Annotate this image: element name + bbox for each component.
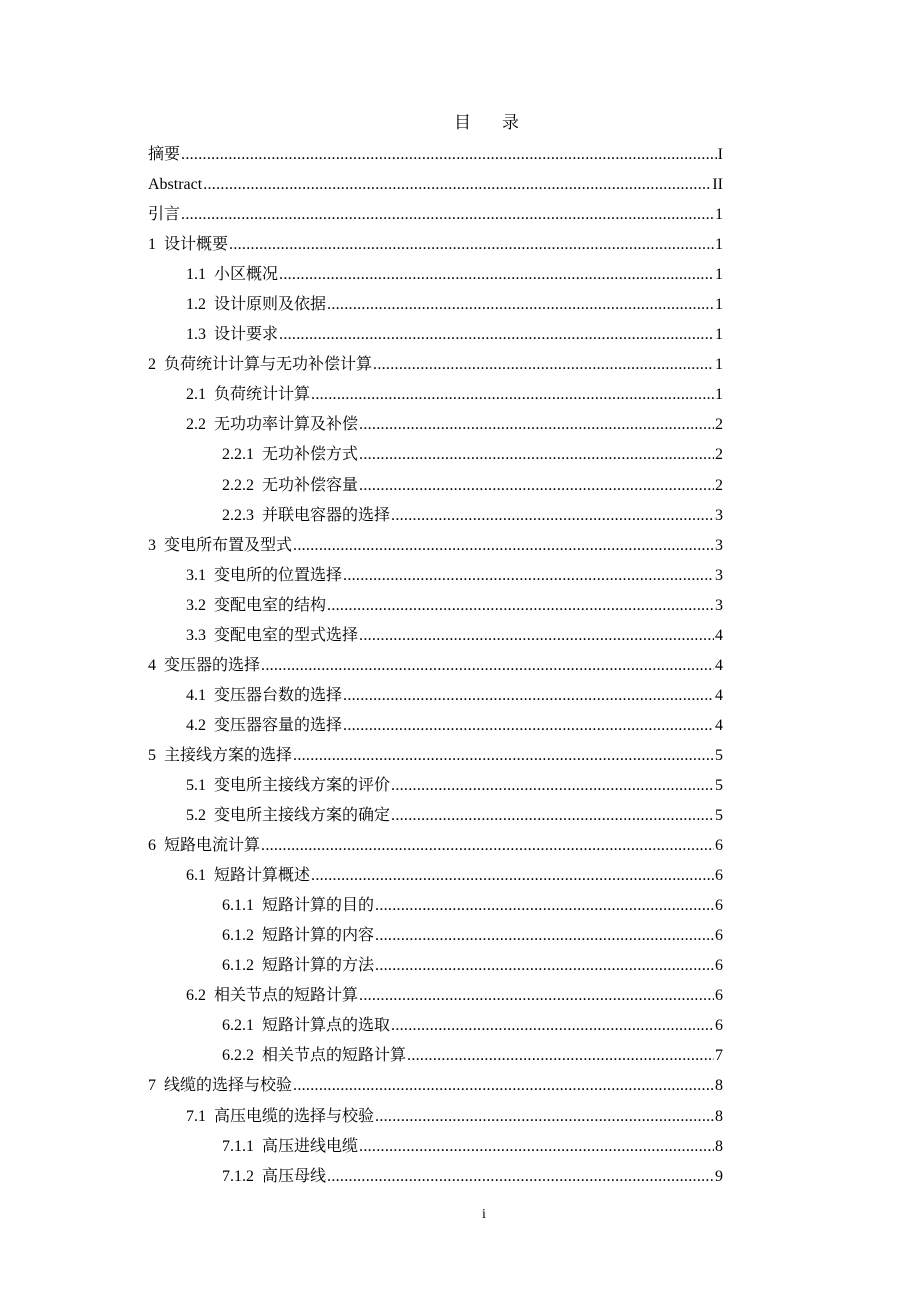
toc-entry-title: Abstract xyxy=(148,176,203,194)
toc-entry-number: 2.2.2 xyxy=(222,476,254,494)
toc-entry-page: 6 xyxy=(715,897,723,915)
dot-leader xyxy=(359,476,714,496)
toc-entry-title: 变压器的选择 xyxy=(164,656,261,674)
toc-entry[interactable] xyxy=(148,681,723,711)
dot-leader xyxy=(261,656,714,676)
toc-entry[interactable] xyxy=(148,350,723,380)
toc-entry-number: 6.1 xyxy=(186,867,206,885)
toc-entry-page: 2 xyxy=(715,476,723,494)
toc-entry[interactable] xyxy=(148,1071,723,1101)
dot-leader xyxy=(327,295,714,315)
toc-entry-page: 3 xyxy=(715,566,723,584)
toc-entry-title: 高压电缆的选择与校验 xyxy=(214,1107,375,1125)
toc-entry-title: 线缆的选择与校验 xyxy=(164,1077,293,1095)
toc-entry-number: 3.1 xyxy=(186,566,206,584)
toc-entry-title: 引言 xyxy=(148,206,181,224)
toc-entry-title: 变电所的位置选择 xyxy=(214,566,343,584)
toc-entry-title: 变压器容量的选择 xyxy=(214,716,343,734)
toc-entry[interactable] xyxy=(148,771,723,801)
toc-entry-page: 1 xyxy=(715,206,723,224)
toc-entry-page: 8 xyxy=(715,1137,723,1155)
dot-leader xyxy=(375,926,714,946)
toc-entry-title: 负荷统计计算与无功补偿计算 xyxy=(164,356,373,374)
toc-entry-number: 2.2 xyxy=(186,416,206,434)
toc-entry[interactable] xyxy=(148,591,723,621)
toc-entry-title: 变电所布置及型式 xyxy=(164,536,293,554)
toc-entry-number: 1.3 xyxy=(186,326,206,344)
toc-entry-number: 6.2.1 xyxy=(222,1017,254,1035)
toc-entry[interactable] xyxy=(148,320,723,350)
toc-entry[interactable] xyxy=(148,861,723,891)
dot-leader xyxy=(359,626,714,646)
toc-entry-number: 2.2.1 xyxy=(222,446,254,464)
toc-entry-page: 3 xyxy=(715,506,723,524)
dot-leader xyxy=(327,1167,714,1187)
toc-entry-number: 5 xyxy=(148,746,156,764)
dot-leader xyxy=(203,175,711,195)
dot-leader xyxy=(261,836,714,856)
toc-entry[interactable] xyxy=(148,410,723,440)
toc-entry[interactable] xyxy=(148,531,723,561)
toc-entry-title: 无功功率计算及补偿 xyxy=(214,416,359,434)
toc-entry-page: 4 xyxy=(715,686,723,704)
toc-entry-number: 3 xyxy=(148,536,156,554)
toc-entry-number: 6.2.2 xyxy=(222,1047,254,1065)
dot-leader xyxy=(375,1107,714,1127)
toc-entry-page: 3 xyxy=(715,536,723,554)
toc-entry-title: 短路计算的内容 xyxy=(262,927,375,945)
dot-leader xyxy=(293,1076,714,1096)
toc-entry[interactable] xyxy=(148,230,723,260)
toc-entry-number: 7.1.1 xyxy=(222,1137,254,1155)
toc-entry[interactable] xyxy=(148,260,723,290)
toc-entry-title: 变配电室的型式选择 xyxy=(214,626,359,644)
toc-entry-number: 4.1 xyxy=(186,686,206,704)
toc-entry[interactable] xyxy=(148,981,723,1011)
dot-leader xyxy=(343,686,714,706)
toc-entry-title: 高压母线 xyxy=(262,1167,327,1185)
toc-entry-title: 设计概要 xyxy=(164,236,229,254)
toc-entry-page: 1 xyxy=(715,296,723,314)
toc-entry-number: 2.2.3 xyxy=(222,506,254,524)
toc-entry-page: 1 xyxy=(715,266,723,284)
dot-leader xyxy=(359,415,714,435)
toc-entry-page: 4 xyxy=(715,656,723,674)
toc-entry-page: 6 xyxy=(715,1017,723,1035)
toc-entry[interactable] xyxy=(148,501,723,531)
toc-entry-title: 小区概况 xyxy=(214,266,279,284)
toc-entry-page: 4 xyxy=(715,626,723,644)
toc-entry-title: 短路计算的方法 xyxy=(262,957,375,975)
toc-entry-number: 5.1 xyxy=(186,777,206,794)
toc-entry-page: I xyxy=(717,146,723,164)
toc-entry-number: 4 xyxy=(148,656,156,674)
toc-entry-page: 4 xyxy=(715,716,723,734)
toc-entry-number: 3.2 xyxy=(186,596,206,614)
toc-entry-title: 摘要 xyxy=(148,146,181,164)
toc-entry[interactable] xyxy=(148,1011,723,1041)
toc-entry-number: 1 xyxy=(148,236,156,254)
toc-entry-page: 1 xyxy=(715,386,723,404)
toc-entry-number: 1.2 xyxy=(186,296,206,314)
toc-entry-page: 6 xyxy=(715,957,723,975)
toc-entry-number: 6.1.1 xyxy=(222,897,254,915)
toc-entry-title: 高压进线电缆 xyxy=(262,1137,359,1155)
toc-entry[interactable] xyxy=(148,801,723,831)
toc-entry[interactable] xyxy=(148,380,723,410)
toc-entry[interactable] xyxy=(148,921,723,951)
dot-leader xyxy=(375,956,714,976)
toc-entry-number: 6 xyxy=(148,837,156,855)
toc-entry-number: 4.2 xyxy=(186,716,206,734)
toc-entry-number: 7.1.2 xyxy=(222,1167,254,1185)
toc-entry[interactable] xyxy=(148,1102,723,1132)
toc-entry-title: 相关节点的短路计算 xyxy=(262,1047,407,1065)
toc-entry[interactable] xyxy=(148,1041,723,1071)
toc-entry-page: 6 xyxy=(715,987,723,1005)
toc-entry-number: 7.1 xyxy=(186,1107,206,1125)
toc-entry[interactable] xyxy=(148,1132,723,1162)
toc-entry-title: 短路计算的目的 xyxy=(262,897,375,915)
toc-entry[interactable] xyxy=(148,1162,723,1192)
toc-entry-page: 5 xyxy=(715,777,723,794)
toc-entry-page: 8 xyxy=(715,1107,723,1125)
toc-entry-page: 1 xyxy=(715,356,723,374)
toc-entry[interactable] xyxy=(148,621,723,651)
toc-entry-number: 2.1 xyxy=(186,386,206,404)
toc-entry-title: 设计原则及依据 xyxy=(214,296,327,314)
toc-entry-title: 变配电室的结构 xyxy=(214,596,327,614)
toc-entry-title: 变电所主接线方案的评价 xyxy=(214,777,391,794)
toc-entry[interactable] xyxy=(148,290,723,320)
dot-leader xyxy=(359,445,714,465)
toc-entry-title: 无功补偿容量 xyxy=(262,476,359,494)
toc-entry-number: 6.1.2 xyxy=(222,957,254,975)
toc-entry-page: 6 xyxy=(715,927,723,945)
toc-entry[interactable] xyxy=(148,711,723,741)
toc-entry-page: 1 xyxy=(715,326,723,344)
toc-entry-page: II xyxy=(712,176,723,194)
toc-entry-page: 5 xyxy=(715,807,723,825)
dot-leader xyxy=(407,1046,714,1066)
dot-leader xyxy=(343,716,714,736)
toc-entry-page: 2 xyxy=(715,446,723,464)
dot-leader xyxy=(373,355,714,375)
toc-entry[interactable] xyxy=(148,891,723,921)
dot-leader xyxy=(327,596,714,616)
toc-entry-number: 2 xyxy=(148,356,156,374)
dot-leader xyxy=(359,986,714,1006)
table-of-contents xyxy=(148,140,723,1192)
toc-entry[interactable] xyxy=(148,140,723,170)
toc-entry-number: 3.3 xyxy=(186,626,206,644)
toc-entry[interactable] xyxy=(148,200,723,230)
page-number-footer: i xyxy=(482,1207,486,1222)
toc-entry-page: 6 xyxy=(715,867,723,885)
toc-entry[interactable] xyxy=(148,471,723,501)
dot-leader xyxy=(391,1016,714,1036)
toc-entry-page: 7 xyxy=(715,1047,723,1065)
toc-entry-number: 6.2 xyxy=(186,987,206,1005)
toc-entry-title: 负荷统计计算 xyxy=(214,386,311,404)
toc-entry-page: 6 xyxy=(715,837,723,855)
dot-leader xyxy=(181,145,717,165)
toc-entry[interactable] xyxy=(148,561,723,591)
toc-entry-page: 1 xyxy=(715,236,723,254)
toc-entry-title: 短路计算点的选取 xyxy=(262,1017,391,1035)
toc-entry-page: 8 xyxy=(715,1077,723,1095)
dot-leader xyxy=(279,325,714,345)
dot-leader xyxy=(359,1137,714,1157)
toc-entry-title: 相关节点的短路计算 xyxy=(214,987,359,1005)
toc-entry-title: 变电所主接线方案的确定 xyxy=(214,807,391,825)
dot-leader xyxy=(279,265,714,285)
dot-leader xyxy=(229,235,714,255)
toc-entry-number: 6.1.2 xyxy=(222,927,254,945)
toc-entry[interactable] xyxy=(148,170,723,200)
toc-entry-page: 3 xyxy=(715,596,723,614)
toc-title: 目 录 xyxy=(454,113,526,132)
toc-entry-page: 9 xyxy=(715,1167,723,1185)
dot-leader xyxy=(391,776,714,796)
toc-entry[interactable] xyxy=(148,831,723,861)
dot-leader xyxy=(311,866,714,886)
toc-entry-title: 短路电流计算 xyxy=(164,837,261,855)
toc-entry-title: 变压器台数的选择 xyxy=(214,686,343,704)
toc-entry-page: 2 xyxy=(715,416,723,434)
dot-leader xyxy=(375,896,714,916)
toc-entry-number: 7 xyxy=(148,1077,156,1095)
dot-leader xyxy=(391,806,714,826)
toc-entry-title: 主接线方案的选择 xyxy=(164,746,293,764)
toc-entry-title: 短路计算概述 xyxy=(214,867,311,885)
dot-leader xyxy=(293,536,714,556)
toc-entry-title: 并联电容器的选择 xyxy=(262,506,391,524)
dot-leader xyxy=(343,566,714,586)
toc-entry-title: 无功补偿方式 xyxy=(262,446,359,464)
dot-leader xyxy=(391,506,714,526)
toc-entry[interactable] xyxy=(148,440,723,470)
dot-leader xyxy=(311,385,714,405)
toc-entry[interactable] xyxy=(148,741,723,771)
toc-entry-page: 5 xyxy=(715,746,723,764)
toc-entry-number: 5.2 xyxy=(186,807,206,825)
toc-entry-title: 设计要求 xyxy=(214,326,279,344)
dot-leader xyxy=(181,205,714,225)
toc-entry-number: 1.1 xyxy=(186,266,206,284)
toc-entry[interactable] xyxy=(148,951,723,981)
toc-entry[interactable] xyxy=(148,651,723,681)
dot-leader xyxy=(293,746,714,766)
